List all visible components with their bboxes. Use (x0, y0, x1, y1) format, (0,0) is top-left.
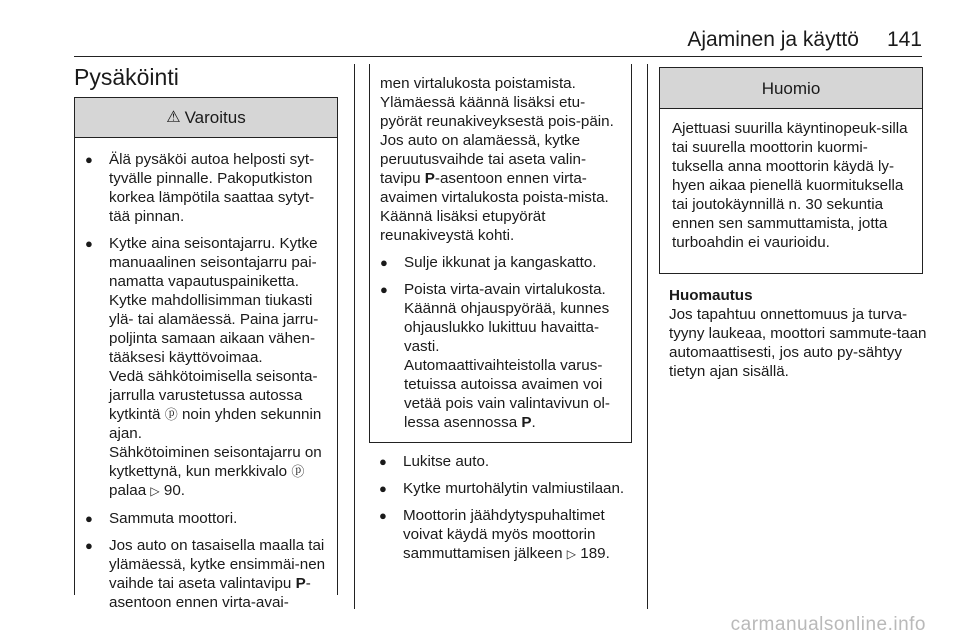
running-head (687, 28, 922, 52)
warning-continued-text: men virtalukosta poistamista. Ylämäessä käännä lisäksi etu-pyörät reunakiveyksestä pois-päin. (380, 75, 614, 130)
list-item (85, 150, 327, 226)
warning-title: Varoitus (184, 108, 246, 127)
page-reference[interactable]: 90. (163, 482, 185, 499)
bullet-icon: ● (85, 511, 93, 526)
caution-text: Ajettuasi suurilla käyntinopeuk-silla tai suurella moottorin kuormi-tuksella anna moottorin käydä ly-hyen aikaa pienellä kuormituksella tai joutokäynnillä n. 30 sekuntia ennen sen sammuttamista, jotta turboahdin ei vaurioidu. (672, 120, 908, 251)
page-reference-icon: ▷ (150, 484, 160, 498)
bullet-icon: ● (379, 508, 387, 523)
bullet-icon: ● (380, 282, 388, 297)
warning-box (74, 97, 338, 611)
list-item (379, 452, 635, 471)
list-item (85, 536, 327, 612)
bullet-icon: ● (380, 255, 388, 270)
step-text: Moottorin jäähdytyspuhaltimet voivat käydä myös moottorin sammuttamisen jälkeen ▷ 189. (403, 507, 610, 562)
note-text: Jos tapahtuu onnettomuus ja turva-tyyny laukeaa, moottori sammute-taan automaattisesti, jos auto py-sähtyy tietyn ajan sisällä. (669, 306, 927, 380)
warning-body (75, 138, 337, 612)
warning-box-continued (369, 64, 632, 443)
parking-brake-icon: ⓟ (164, 407, 178, 422)
watermark: carmanualsonline.info (730, 614, 926, 635)
list-item (85, 509, 327, 528)
parking-steps-list (369, 452, 635, 572)
step-text: Kytke murtohälytin valmiustilaan. (403, 480, 625, 497)
note-section (669, 286, 929, 381)
note-title: Huomautus (669, 287, 753, 304)
warning-item-text: Sulje ikkunat ja kangaskatto. (404, 254, 597, 271)
warning-triangle-icon: ⚠ (166, 109, 181, 126)
bullet-icon: ● (85, 236, 93, 251)
bullet-icon: ● (85, 538, 93, 553)
warning-item-text: Jos auto on tasaisella maalla tai ylämäessä, kytke ensimmäi-nen vaihde tai aseta valintavipu P-asentoon ennen virta-avai- (109, 537, 326, 611)
warning-continued-text: Jos auto on alamäessä, kytke peruutusvaihde tai aseta valin-tavipu P-asentoon ennen virta-avaimen virtalukosta poista-mista. Käännä lisäksi etupyörät reunakiveystä kohti. (380, 132, 609, 244)
list-item (379, 479, 635, 498)
list-item (379, 506, 635, 564)
page-reference[interactable]: 189. (580, 545, 610, 562)
list-item (380, 280, 625, 432)
list-item (380, 253, 625, 272)
caution-box (659, 67, 923, 274)
header-rule (74, 56, 922, 57)
warning-item-text: Poista virta-avain virtalukosta. Käännä ohjauspyörää, kunnes ohjauslukko lukittuu havaitta-vasti. (404, 281, 610, 355)
bullet-icon: ● (379, 481, 387, 496)
bullet-icon: ● (85, 152, 93, 167)
page-number: 141 (886, 28, 922, 51)
step-text: Lukitse auto. (403, 453, 490, 470)
warning-item-text: Sammuta moottori. (109, 510, 238, 527)
bullet-icon: ● (379, 454, 387, 469)
chapter-title: Ajaminen ja käyttö (687, 28, 859, 51)
warning-item-text: Älä pysäköi autoa helposti syt-tyvälle pinnalle. Pakoputkiston korkea lämpötila saattaa sytyt-tää pinnan. (109, 151, 315, 225)
warning-subparagraph: Automaattivaihteistolla varus-tetuissa autoissa avaimen voi vetää pois vain valintavivun ol-lessa asennossa P. (404, 357, 610, 431)
column-divider-1 (354, 64, 355, 609)
page-reference-icon: ▷ (566, 547, 577, 561)
parking-brake-icon: ⓟ (291, 464, 305, 479)
section-title: Pysäköinti (74, 64, 179, 90)
caution-header: Huomio (660, 68, 922, 109)
warning-header (75, 98, 337, 138)
column-divider-2 (647, 64, 648, 609)
warning-subparagraph: Vedä sähkötoimisella seisonta-jarrulla varustetussa autossa kytkintä ⓟ noin yhden sekunnin ajan. (109, 368, 322, 442)
warning-subparagraph: Sähkötoiminen seisontajarru on kytkettynä, kun merkkivalo ⓟ palaa ▷ 90. (109, 444, 322, 499)
list-item (85, 234, 327, 501)
warning-item-text: Kytke aina seisontajarru. Kytke manuaalinen seisontajarru pai-namatta vapautuspainiketta. Kytke mahdollisimman tiukasti ylä- tai alamäessä. Paina jarru-poljinta samaan aikaan vähen-tääksesi käyttövoimaa. (109, 235, 319, 366)
